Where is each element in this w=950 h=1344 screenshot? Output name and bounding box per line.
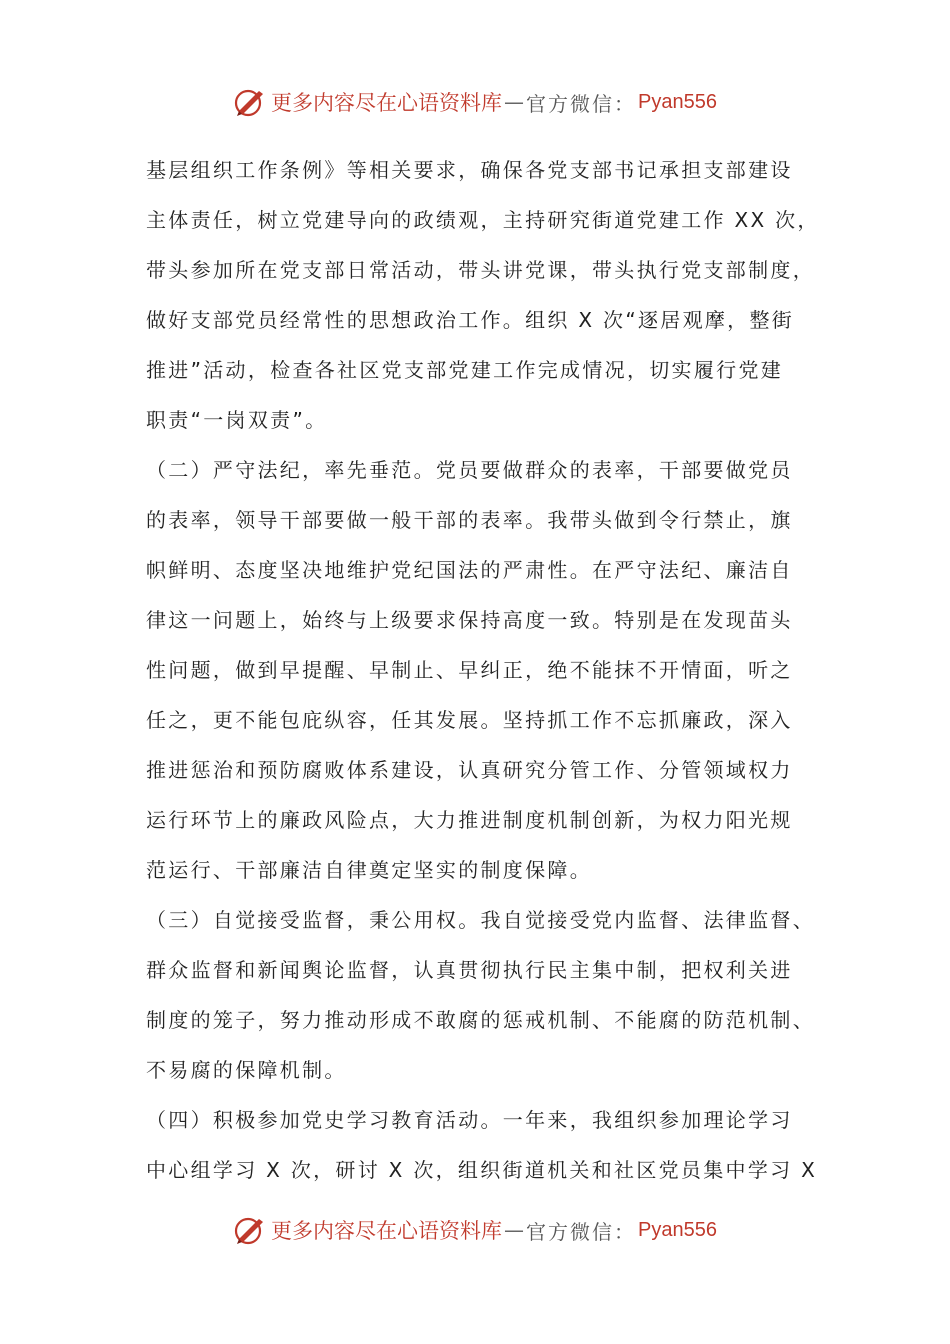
text-line: 范运行、干部廉洁自律奠定坚实的制度保障。 (146, 858, 592, 882)
text-line: 主体责任，树立党建导向的政绩观，主持研究街道党建工作 XX 次， (146, 208, 820, 232)
text-line: 做好支部党员经常性的思想政治工作。组织 X 次“逐居观摩，整街 (146, 308, 795, 332)
text-line: 职责“一岗双责”。 (146, 408, 328, 432)
text-line: 运行环节上的廉政风险点，大力推进制度机制创新，为权力阳光规 (146, 808, 793, 832)
footer-watermark-banner (0, 1210, 950, 1250)
watermark-dash: — (504, 90, 525, 114)
header-watermark-banner (0, 82, 950, 122)
section-heading-line: （三）自觉接受监督，秉公用权。我自觉接受党内监督、法律监督、 (146, 908, 815, 932)
text-line: 制度的笼子，努力推动形成不敢腐的惩戒机制、不能腐的防范机制、 (146, 1008, 815, 1032)
text-line: 的表率，领导干部要做一般干部的表率。我带头做到令行禁止，旗 (146, 508, 793, 532)
watermark-wechat-id: Pyan556 (638, 90, 717, 113)
document-body (146, 145, 826, 1195)
watermark-wechat-id: Pyan556 (638, 1218, 717, 1241)
watermark-official-label: 官方微信： (526, 91, 637, 116)
pen-logo-icon (233, 85, 267, 119)
text-line: 推进”活动，检查各社区党支部党建工作完成情况，切实履行党建 (146, 358, 784, 382)
text-line: 律这一问题上，始终与上级要求保持高度一致。特别是在发现苗头 (146, 608, 793, 632)
watermark-official-label: 官方微信： (526, 1219, 637, 1244)
text-line: 性问题，做到早提醒、早制止、早纠正，绝不能抹不开情面，听之 (146, 658, 793, 682)
pen-logo-icon (233, 1213, 267, 1247)
watermark-brand-text: 更多内容尽在心语资料库 (271, 1219, 503, 1243)
text-line: 不易腐的保障机制。 (146, 1058, 347, 1082)
text-line: 群众监督和新闻舆论监督，认真贯彻执行民主集中制，把权利关进 (146, 958, 793, 982)
section-heading-line: （二）严守法纪，率先垂范。党员要做群众的表率，干部要做党员 (146, 458, 793, 482)
text-line: 基层组织工作条例》等相关要求，确保各党支部书记承担支部建设 (146, 158, 793, 182)
text-line: 带头参加所在党支部日常活动，带头讲党课，带头执行党支部制度， (146, 258, 815, 282)
text-line: 中心组学习 X 次，研讨 X 次，组织街道机关和社区党员集中学习 X (146, 1158, 818, 1182)
text-line: 任之，更不能包庇纵容，任其发展。坚持抓工作不忘抓廉政，深入 (146, 708, 793, 732)
watermark-dash: — (504, 1218, 525, 1242)
text-line: 推进惩治和预防腐败体系建设，认真研究分管工作、分管领域权力 (146, 758, 793, 782)
section-heading-line: （四）积极参加党史学习教育活动。一年来，我组织参加理论学习 (146, 1108, 793, 1132)
text-line: 帜鲜明、态度坚决地维护党纪国法的严肃性。在严守法纪、廉洁自 (146, 558, 793, 582)
watermark-brand-text: 更多内容尽在心语资料库 (271, 91, 503, 115)
